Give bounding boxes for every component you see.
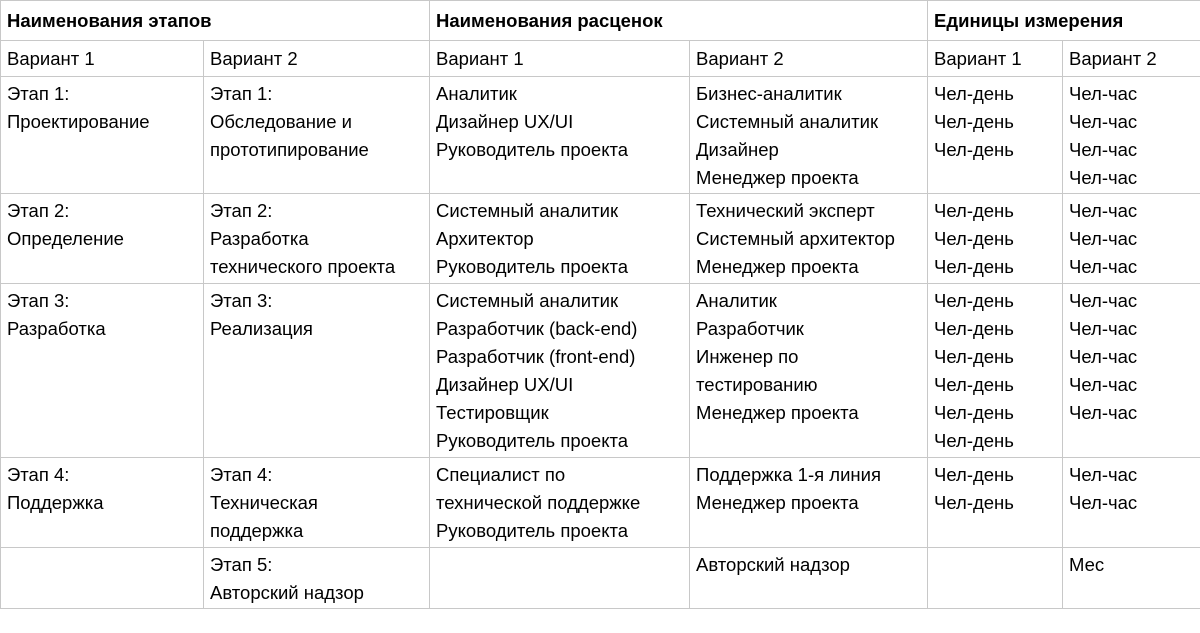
cell-line: Чел-час (1069, 374, 1138, 395)
cell-line: Техническая (210, 492, 318, 513)
stage-variant-1-cell (1, 458, 204, 548)
cell-line: Руководитель проекта (436, 520, 629, 541)
cell-line: Чел-день (934, 200, 1014, 221)
cell-line: Этап 3: (210, 290, 273, 311)
cell-line: Системный аналитик (436, 200, 619, 221)
rates-variant-2-cell (690, 284, 928, 458)
cell-line: Менеджер проекта (696, 256, 859, 277)
cell-line: Инженер по (696, 346, 799, 367)
cell-line: Чел-день (934, 83, 1014, 104)
rates-variant-1-cell (430, 548, 690, 609)
cell-line: Чел-день (934, 228, 1014, 249)
variant-label: Вариант 1 (1, 41, 204, 77)
cell-line: Этап 2: (7, 200, 70, 221)
cell-line: Дизайнер (696, 139, 779, 160)
cell-line: Чел-час (1069, 346, 1138, 367)
cell-line: Чел-час (1069, 111, 1138, 132)
cell-line: Разработчик (back-end) (436, 318, 638, 339)
cell-line: Руководитель проекта (436, 430, 629, 451)
stage-variant-2-cell (204, 284, 430, 458)
cell-line: прототипирование (210, 139, 369, 160)
cell-line: Чел-день (934, 139, 1014, 160)
rates-variant-1-cell (430, 77, 690, 194)
cell-line: Менеджер проекта (696, 167, 859, 188)
units-variant-1-cell (928, 77, 1063, 194)
stage-row (1, 458, 1200, 548)
stage-variant-1-cell (1, 548, 204, 609)
cell-line: Чел-день (934, 402, 1014, 423)
variant-row (1, 41, 1200, 77)
cell-line: Чел-час (1069, 139, 1138, 160)
cell-line: Чел-час (1069, 402, 1138, 423)
rates-variant-1-cell (430, 458, 690, 548)
cell-line: Менеджер проекта (696, 402, 859, 423)
cell-line: Чел-день (934, 430, 1014, 451)
cell-line: Технический эксперт (696, 200, 875, 221)
cell-line: Проектирование (7, 111, 150, 132)
stage-variant-1-cell (1, 77, 204, 194)
rates-variant-2-cell (690, 77, 928, 194)
rates-variant-1-cell (430, 284, 690, 458)
cell-line: Чел-день (934, 318, 1014, 339)
stage-variant-2-cell (204, 458, 430, 548)
units-variant-2-cell (1063, 548, 1200, 609)
units-variant-1-cell (928, 284, 1063, 458)
stage-row (1, 284, 1200, 458)
cell-line: Обследование и (210, 111, 353, 132)
cell-line: Авторский надзор (210, 582, 364, 603)
cell-line: технической поддержке (436, 492, 641, 513)
cell-line: Чел-час (1069, 83, 1138, 104)
cell-line: Системный архитектор (696, 228, 895, 249)
stage-variant-1-cell (1, 194, 204, 284)
header-row (1, 1, 1200, 41)
stage-variant-1-cell (1, 284, 204, 458)
cell-line: Чел-час (1069, 464, 1138, 485)
cell-line: Чел-час (1069, 492, 1138, 513)
cell-line: Чел-час (1069, 256, 1138, 277)
cell-line: Этап 3: (7, 290, 70, 311)
variant-label: Вариант 1 (928, 41, 1063, 77)
cell-line: Чел-час (1069, 167, 1138, 188)
cell-line: Разработчик (front-end) (436, 346, 636, 367)
cell-line: Аналитик (436, 83, 517, 104)
cell-line: Чел-час (1069, 318, 1138, 339)
cell-line: Специалист по (436, 464, 566, 485)
rates-variant-2-cell (690, 194, 928, 284)
cell-line: технического проекта (210, 256, 396, 277)
cell-line: Чел-день (934, 374, 1014, 395)
header-stages: Наименования этапов (1, 1, 430, 41)
cell-line: Этап 1: (210, 83, 273, 104)
units-variant-1-cell (928, 458, 1063, 548)
variant-label: Вариант 2 (690, 41, 928, 77)
variant-label: Вариант 1 (430, 41, 690, 77)
cell-line: Поддержка 1-я линия (696, 464, 881, 485)
cell-line: поддержка (210, 520, 304, 541)
cell-line: Руководитель проекта (436, 256, 629, 277)
cell-line: Системный аналитик (436, 290, 619, 311)
cell-line: Мес (1069, 554, 1105, 575)
stage-variant-2-cell (204, 548, 430, 609)
cell-line: Чел-день (934, 111, 1014, 132)
units-variant-2-cell (1063, 284, 1200, 458)
units-variant-2-cell (1063, 458, 1200, 548)
cell-line: Этап 2: (210, 200, 273, 221)
cell-line: Чел-день (934, 464, 1014, 485)
stage-variant-2-cell (204, 77, 430, 194)
cell-line: Этап 4: (7, 464, 70, 485)
header-rates: Наименования расценок (430, 1, 928, 41)
cell-line: Авторский надзор (696, 554, 850, 575)
cell-line: Разработка (7, 318, 106, 339)
cell-line: Этап 1: (7, 83, 70, 104)
cell-line: Архитектор (436, 228, 534, 249)
cell-line: Дизайнер UX/UI (436, 111, 574, 132)
stage-variant-2-cell (204, 194, 430, 284)
cell-line: Чел-день (934, 256, 1014, 277)
cell-line: тестированию (696, 374, 818, 395)
cell-line: Чел-час (1069, 200, 1138, 221)
rates-variant-2-cell (690, 548, 928, 609)
units-variant-1-cell (928, 548, 1063, 609)
cell-line: Руководитель проекта (436, 139, 629, 160)
cell-line: Этап 4: (210, 464, 273, 485)
cell-line: Бизнес-аналитик (696, 83, 842, 104)
rates-variant-1-cell (430, 194, 690, 284)
cell-line: Поддержка (7, 492, 104, 513)
cell-line: Чел-час (1069, 290, 1138, 311)
cell-line: Чел-день (934, 346, 1014, 367)
cell-line: Дизайнер UX/UI (436, 374, 574, 395)
cell-line: Этап 5: (210, 554, 273, 575)
units-variant-1-cell (928, 194, 1063, 284)
cell-line: Реализация (210, 318, 313, 339)
cell-line: Аналитик (696, 290, 777, 311)
cell-line: Системный аналитик (696, 111, 879, 132)
cell-line: Тестировщик (436, 402, 549, 423)
variant-label: Вариант 2 (1063, 41, 1200, 77)
cell-line: Чел-день (934, 290, 1014, 311)
cell-line: Разработчик (696, 318, 804, 339)
units-variant-2-cell (1063, 194, 1200, 284)
variant-label: Вариант 2 (204, 41, 430, 77)
rates-variant-2-cell (690, 458, 928, 548)
stage-row (1, 194, 1200, 284)
stage-row (1, 548, 1200, 609)
stage-row (1, 77, 1200, 194)
cell-line: Чел-час (1069, 228, 1138, 249)
cell-line: Чел-день (934, 492, 1014, 513)
cell-line: Менеджер проекта (696, 492, 859, 513)
cell-line: Разработка (210, 228, 309, 249)
cell-line: Определение (7, 228, 124, 249)
units-variant-2-cell (1063, 77, 1200, 194)
header-units: Единицы измерения (928, 1, 1200, 41)
